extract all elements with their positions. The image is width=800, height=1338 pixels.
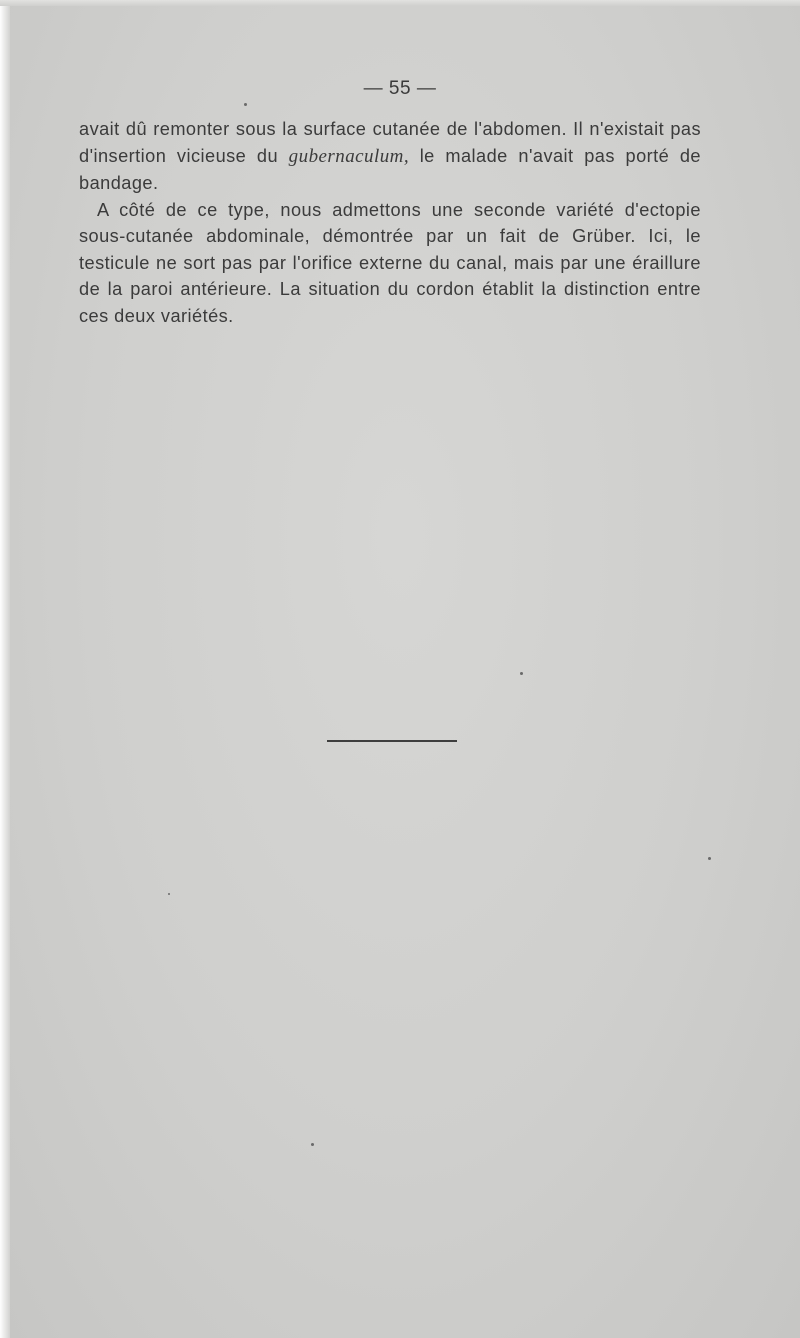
page-number: — 55 —	[363, 78, 437, 99]
paper-speck	[311, 1143, 314, 1146]
paper-speck	[520, 672, 523, 675]
paragraph-1-italic-term: gubernaculum,	[288, 145, 410, 167]
body-text	[79, 116, 701, 329]
paragraph-1-text-end: le malade n'avait pas porté de bandage.	[79, 145, 702, 193]
paper-speck	[708, 857, 711, 860]
paper-speck	[168, 893, 170, 895]
paper-speck	[244, 103, 247, 106]
paragraph-2: A côté de ce type, nous admettons une seconde variété d'ectopie sous-cutanée abdominale, démontrée par un fait de Grüber. Ici, le testicule ne sort pas par l'orifice externe du canal, mais par une éraillure de la paroi antérieure. La situation du cordon établit la distinction entre ces deux variétés.	[79, 199, 701, 326]
page-left-edge	[0, 0, 10, 1338]
paragraph-1-text-start: avait dû remonter sous la surface cutanée de l'abdomen. Il n'existait pas d'insertion vicieuse du	[79, 119, 701, 166]
page-top-edge	[0, 0, 800, 6]
end-rule	[327, 740, 457, 742]
paragraph-1	[79, 116, 701, 197]
